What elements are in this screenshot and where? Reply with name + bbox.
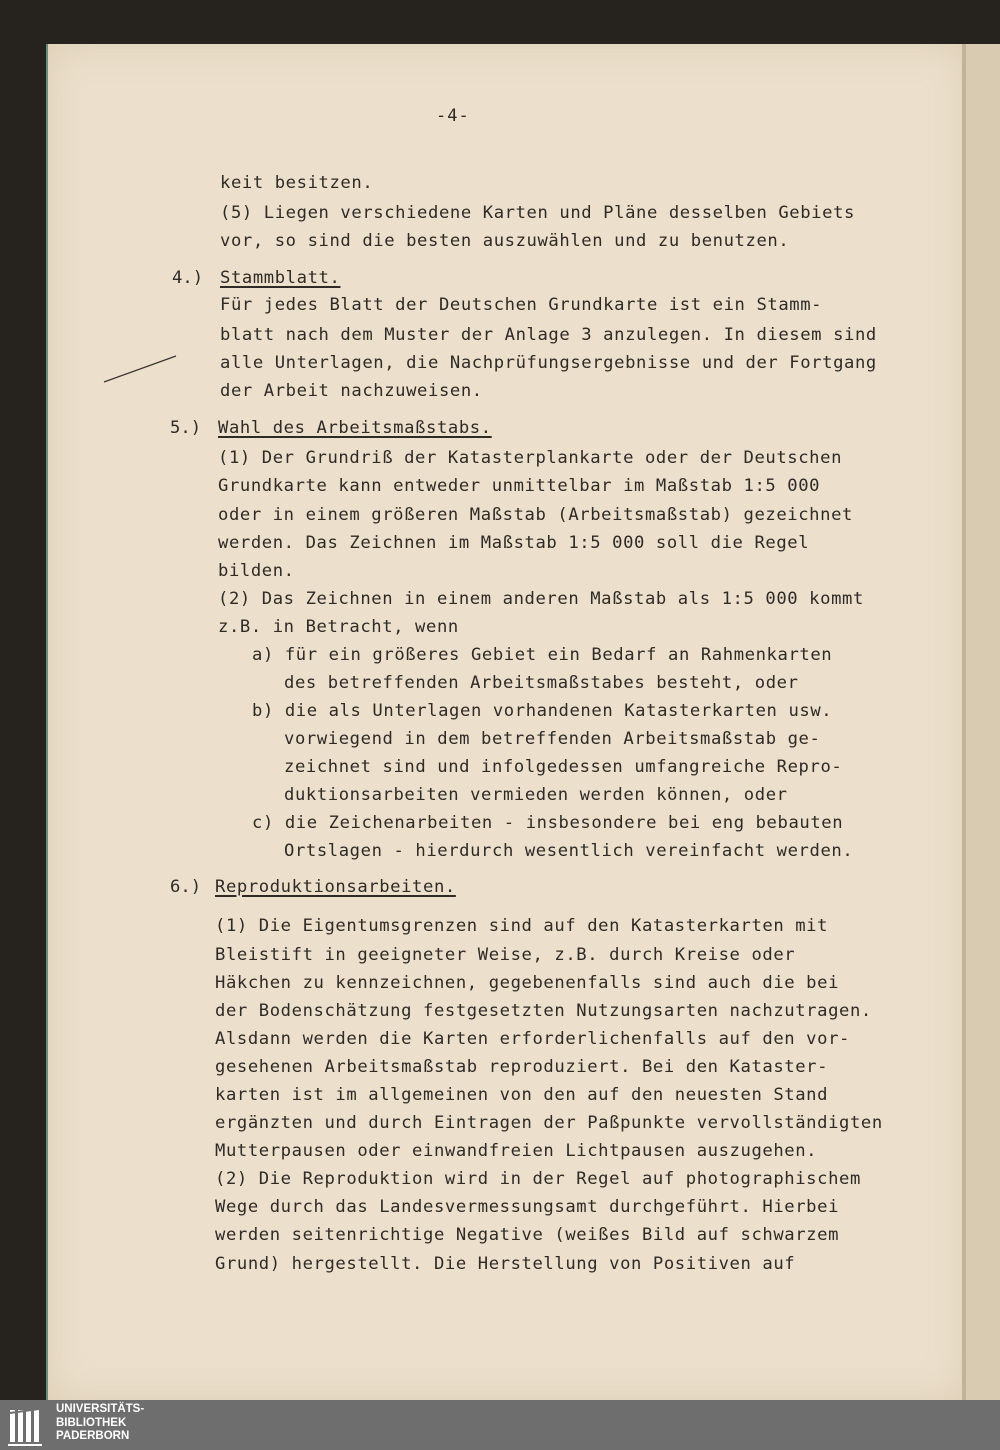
list-item-a: a) für ein größeres Gebiet ein Bedarf an Rahmenkarten xyxy=(252,645,833,665)
text-line: Alsdann werden die Karten erforderlichenfalls auf den vor- xyxy=(215,1029,850,1049)
text-line: des betreffenden Arbeitsmaßstabes besteht, oder xyxy=(284,673,799,693)
section-heading-arbeitsmassstab: Wahl des Arbeitsmaßstabs. xyxy=(218,418,492,438)
section-number-6: 6.) xyxy=(170,877,202,897)
text-line: duktionsarbeiten vermieden werden können, oder xyxy=(284,785,788,805)
list-item-c: c) die Zeichenarbeiten - insbesondere bei eng bebauten xyxy=(252,813,844,833)
list-item-b: b) die als Unterlagen vorhandenen Katasterkarten usw. xyxy=(252,701,833,721)
section-heading-reproduktion: Reproduktionsarbeiten. xyxy=(215,877,456,897)
text-line: Ortslagen - hierdurch wesentlich vereinfacht werden. xyxy=(284,841,854,861)
text-line: Bleistift in geeigneter Weise, z.B. durch Kreise oder xyxy=(215,945,796,965)
text-line: (2) Das Zeichnen in einem anderen Maßstab als 1:5 000 kommt xyxy=(218,589,864,609)
library-logo-icon xyxy=(8,1404,50,1446)
section-number-4: 4.) xyxy=(172,268,204,288)
text-line: vor, so sind die besten auszuwählen und zu benutzen. xyxy=(220,231,790,251)
section-heading-stammblatt: Stammblatt. xyxy=(220,268,341,288)
text-line: Grundkarte kann entweder unmittelbar im Maßstab 1:5 000 xyxy=(218,476,821,496)
library-footer-bar xyxy=(0,1400,1000,1450)
text-line: blatt nach dem Muster der Anlage 3 anzulegen. In diesem sind xyxy=(220,325,877,345)
text-line: z.B. in Betracht, wenn xyxy=(218,617,459,637)
text-line: vorwiegend in dem betreffenden Arbeitsmaßstab ge- xyxy=(284,729,821,749)
text-line: keit besitzen. xyxy=(220,173,374,193)
text-line: karten ist im allgemeinen von den auf den neuesten Stand xyxy=(215,1085,829,1105)
text-line: (5) Liegen verschiedene Karten und Pläne desselben Gebiets xyxy=(220,203,855,223)
text-line: werden seitenrichtige Negative (weißes Bild auf schwarzem xyxy=(215,1225,840,1245)
text-line: bilden. xyxy=(218,561,295,581)
text-line: Für jedes Blatt der Deutschen Grundkarte ist ein Stamm- xyxy=(220,295,823,315)
margin-pencil-mark xyxy=(100,352,180,386)
text-line: werden. Das Zeichnen im Maßstab 1:5 000 soll die Regel xyxy=(218,533,810,553)
text-line: (1) Der Grundriß der Katasterplankarte oder der Deutschen xyxy=(218,448,843,468)
text-line: der Bodenschätzung festgesetzten Nutzungsarten nachzutragen. xyxy=(215,1001,872,1021)
text-line: der Arbeit nachzuweisen. xyxy=(220,381,483,401)
text-line: Grund) hergestellt. Die Herstellung von Positiven auf xyxy=(215,1254,796,1274)
text-line: ergänzten und durch Eintragen der Paßpunkte vervollständigten xyxy=(215,1113,883,1133)
library-logo-text: UNIVERSITÄTS- BIBLIOTHEK PADERBORN xyxy=(56,1403,145,1442)
text-line: (2) Die Reproduktion wird in der Regel auf photographischem xyxy=(215,1169,861,1189)
text-line: oder in einem größeren Maßstab (Arbeitsmaßstab) gezeichnet xyxy=(218,505,853,525)
text-line: Mutterpausen oder einwandfreien Lichtpausen auszugehen. xyxy=(215,1141,818,1161)
next-page-edge xyxy=(966,44,1000,1400)
text-line: (1) Die Eigentumsgrenzen sind auf den Katasterkarten mit xyxy=(215,916,829,936)
section-number-5: 5.) xyxy=(170,418,202,438)
text-line: gesehenen Arbeitsmaßstab reproduziert. Bei den Kataster- xyxy=(215,1057,829,1077)
text-line: Wege durch das Landesvermessungsamt durchgeführt. Hierbei xyxy=(215,1197,840,1217)
page-number: -4- xyxy=(436,106,470,126)
text-line: alle Unterlagen, die Nachprüfungsergebnisse und der Fortgang xyxy=(220,353,877,373)
text-line: zeichnet sind und infolgedessen umfangreiche Repro- xyxy=(284,757,843,777)
text-line: Häkchen zu kennzeichnen, gegebenenfalls sind auch die bei xyxy=(215,973,840,993)
